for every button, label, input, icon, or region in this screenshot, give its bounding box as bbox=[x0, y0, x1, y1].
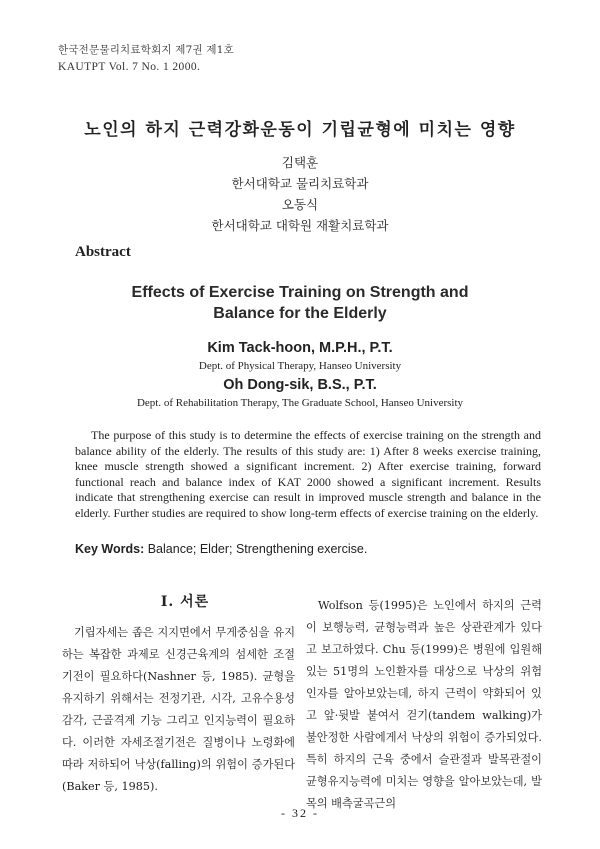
abstract-text: The purpose of this study is to determine the effects of exercise training on the strength and balance ability of the elderly. The results of this study are: 1) After 8 weeks exercise training, knee muscle strength showed a significant increment. 2) After exercise training, forward functional reach and balance index of KAT 2000 showed a significant increment. Results indicate that strengthening exercise can result in improved muscle strength and balance in the elderly. Further studies are required to show long-term effects of exercise training on the elderly. bbox=[75, 428, 541, 520]
keywords-label: Key Words: bbox=[75, 542, 145, 556]
journal-volume-info: KAUTPT Vol. 7 No. 1 2000. bbox=[58, 61, 201, 73]
english-author-2: Oh Dong-sik, B.S., P.T. bbox=[223, 377, 377, 393]
korean-title: 노인의 하지 근력강화운동이 기립균형에 미치는 영향 bbox=[84, 120, 516, 140]
korean-author-2: 오동식 bbox=[281, 197, 319, 212]
body-text-right-column: Wolfson 등(1995)은 노인에서 하지의 근력이 보행능력, 균형능력과 높은 상관관계가 있다고 보고하였다. Chu 등(1999)은 병원에 입원해 있는 51명의 노인환자를 대상으로 낙상의 위험인자를 알아보았는데, 하지 근력이 약화되어 있고 앞·뒷발 붙여서 걷기(tandem walking)가 불안정한 사람에게서 낙상의 위험이 증가되었다. 특히 하지의 근육 중에서 슬관절과 발목관절이 균형유지능력에 미치는 영향을 알아보았는데, 발목의 배측굴곡근의 bbox=[306, 599, 542, 810]
section-heading-introduction: Ⅰ. 서론 bbox=[160, 594, 210, 610]
english-title bbox=[0, 282, 600, 324]
korean-author-1: 김택훈 bbox=[281, 155, 319, 170]
english-author-1: Kim Tack-hoon, M.P.H., P.T. bbox=[207, 340, 393, 356]
korean-affiliation-2: 한서대학교 대학원 재활치료학과 bbox=[211, 218, 389, 233]
english-department-1: Dept. of Physical Therapy, Hanseo University bbox=[198, 360, 402, 372]
journal-name-korean: 한국전문물리치료학회지 제7권 제1호 bbox=[58, 44, 234, 56]
english-department-2: Dept. of Rehabilitation Therapy, The Graduate School, Hanseo University bbox=[136, 397, 464, 409]
english-author-block bbox=[0, 339, 600, 413]
korean-author-block bbox=[0, 152, 600, 236]
body-text-left-column: 기립자세는 좁은 지지면에서 무게중심을 유지하는 복잡한 과제로 신경근육계의 섬세한 조절기전이 필요하다(Nashner 등, 1985). 균형을 유지하기 위해서는 전정기관, 시각, 고유수용성감각, 근골격계 기능 그리고 인지능력이 필요하다. 이러한 자세조절기전은 질병이나 노령화에 따라 저하되어 낙상(falling)의 위험이 증가된다(Baker 등, 1985). bbox=[62, 626, 295, 793]
page-number: - 32 - bbox=[281, 806, 319, 820]
english-title-line-2: Balance for the Elderly bbox=[213, 305, 387, 322]
keywords-text: Balance; Elder; Strengthening exercise. bbox=[147, 542, 368, 556]
abstract-heading: Abstract bbox=[75, 244, 131, 260]
korean-affiliation-1: 한서대학교 물리치료학과 bbox=[231, 176, 369, 191]
journal-header bbox=[58, 42, 234, 76]
english-title-line-1: Effects of Exercise Training on Strength and bbox=[131, 284, 469, 301]
keywords-line bbox=[75, 542, 367, 556]
